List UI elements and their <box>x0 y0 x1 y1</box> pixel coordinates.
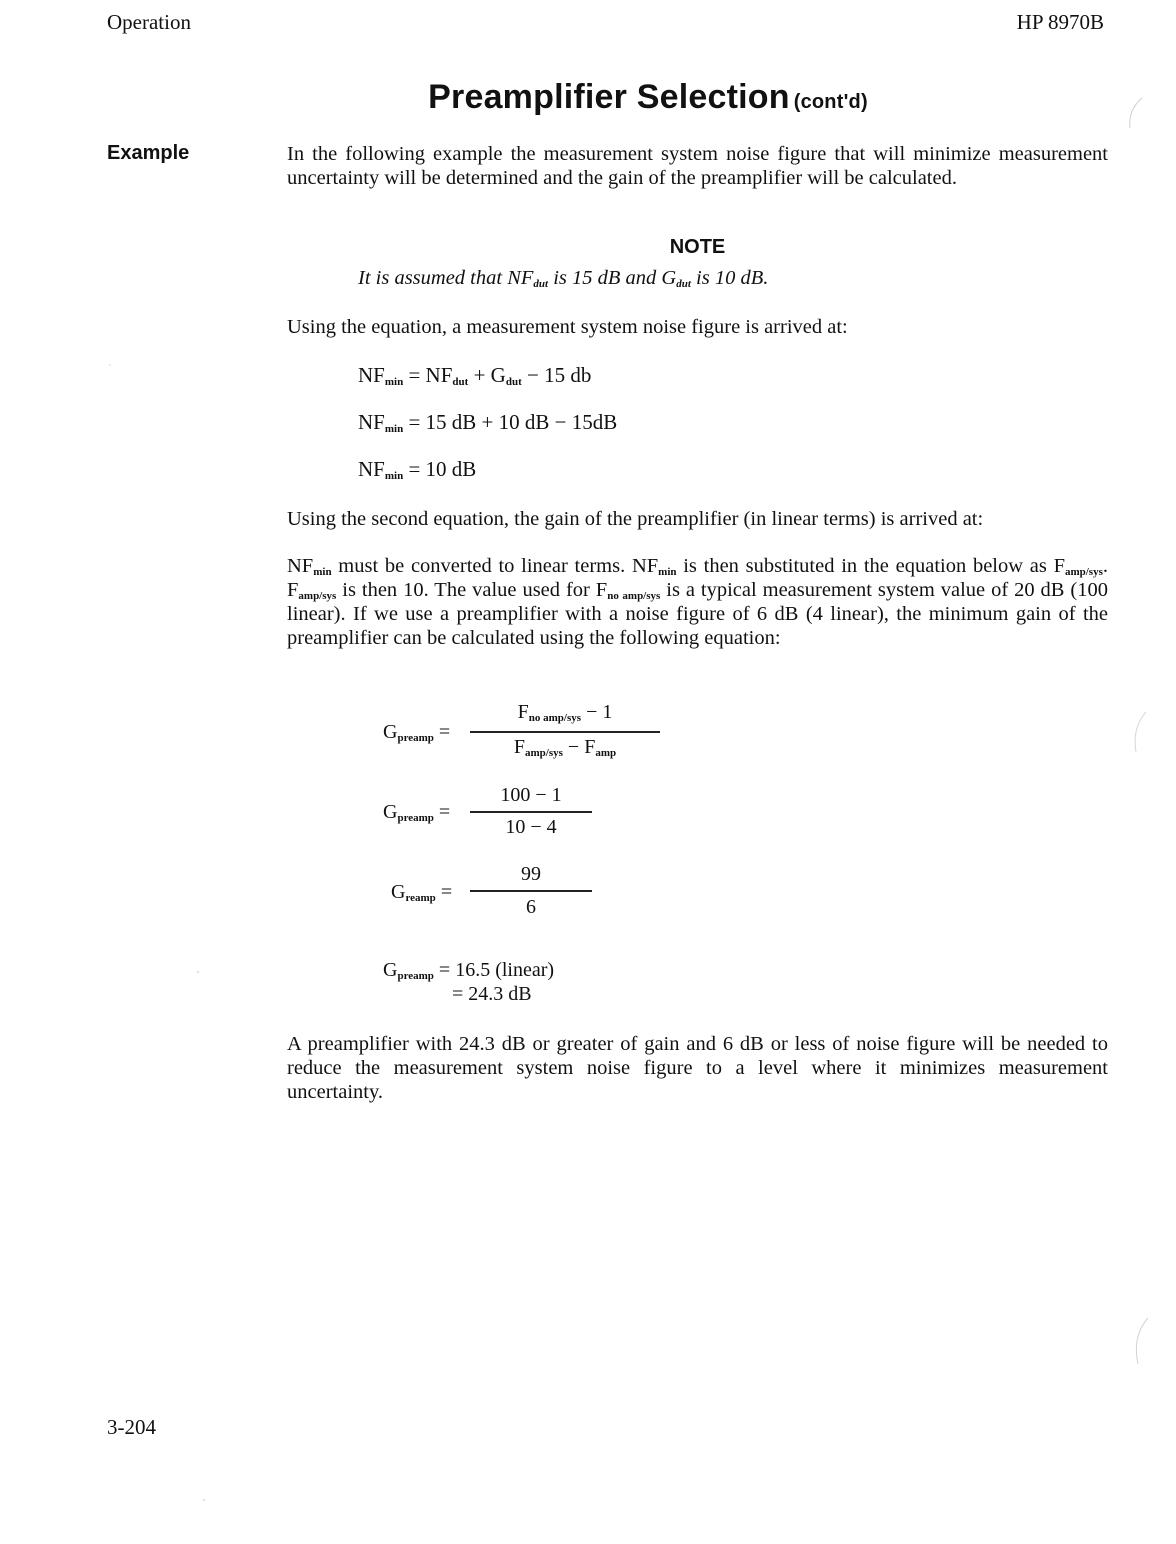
running-header-left: Operation <box>107 10 191 34</box>
fraction-bar <box>470 731 660 733</box>
fraction-bar <box>470 890 592 892</box>
note-text: It is assumed that $NF_{dut}$ is 15 dB and $G_{dut}$ is 10 dB. <box>358 267 769 290</box>
gain-label: $G_{preamp}$ = <box>383 801 451 824</box>
gain-label: $G_{preamp}$ = <box>383 721 451 744</box>
lead-paragraph-2: Using the second equation, the gain of the preamplifier (in linear terms) is arrived at: <box>287 508 984 530</box>
fraction-denominator: 6 <box>526 896 536 918</box>
page-title-suffix: (cont'd) <box>793 91 868 113</box>
page-number: 3-204 <box>107 1415 156 1439</box>
conversion-paragraph: $NF_{min}$ must be converted to linear terms. $NF_{min}$ is then substituted in the equation below as $F_{amp/sys}$. $F_{amp/sys}$ is then 10. The value used for $F_{no amp/sys}$ is a typical measurement system value of 20 dB (100 linear). If we use a preamplifier with a noise figure of 6 dB (4 linear), the minimum gain of the preamplifier can be calculated using the following equation: <box>287 555 1108 649</box>
note-heading: NOTE <box>669 236 726 258</box>
section-heading-example: Example <box>107 142 190 164</box>
intro-paragraph: In the following example the measurement system noise figure that will minimize measurement uncertainty will be determined and the gain of the preamplifier will be calculated. <box>287 143 1108 189</box>
fraction-numerator: 100 − 1 <box>500 784 562 806</box>
fraction-numerator: $F_{no amp/sys} - 1$ <box>517 701 613 724</box>
gain-label: $G_{reamp}$ = <box>391 881 453 904</box>
fraction-denominator: 10 − 4 <box>505 816 557 838</box>
gain-result-line-1: $G_{preamp} = 16.5$ (linear) <box>383 959 555 982</box>
page-title <box>0 78 1176 117</box>
conclusion-paragraph: A preamplifier with 24.3 dB or greater of gain and 6 dB or less of noise figure will be needed to reduce the measurement system noise figure to a level where it minimizes measurement uncertainty. <box>287 1033 1108 1103</box>
equation-nf-min-formula: $NF_{min} = NF_{dut} + G_{dut} - 15$ db <box>358 363 592 388</box>
equation-nf-min-result: $NF_{min} = 10$ dB <box>358 457 477 482</box>
page-title-main: Preamplifier Selection <box>428 78 790 116</box>
gain-result-line-2: = 24.3 dB <box>452 983 532 1005</box>
lead-paragraph-1: Using the equation, a measurement system noise figure is arrived at: <box>287 316 848 338</box>
fraction-bar <box>470 811 592 813</box>
running-header-right: HP 8970B <box>1016 10 1104 34</box>
fraction-denominator: $F_{amp/sys} - F_{amp}$ <box>513 736 617 759</box>
equation-nf-min-substituted: $NF_{min} = 15$ dB + 10 dB − 15dB <box>358 410 618 435</box>
fraction-numerator: 99 <box>521 863 541 885</box>
